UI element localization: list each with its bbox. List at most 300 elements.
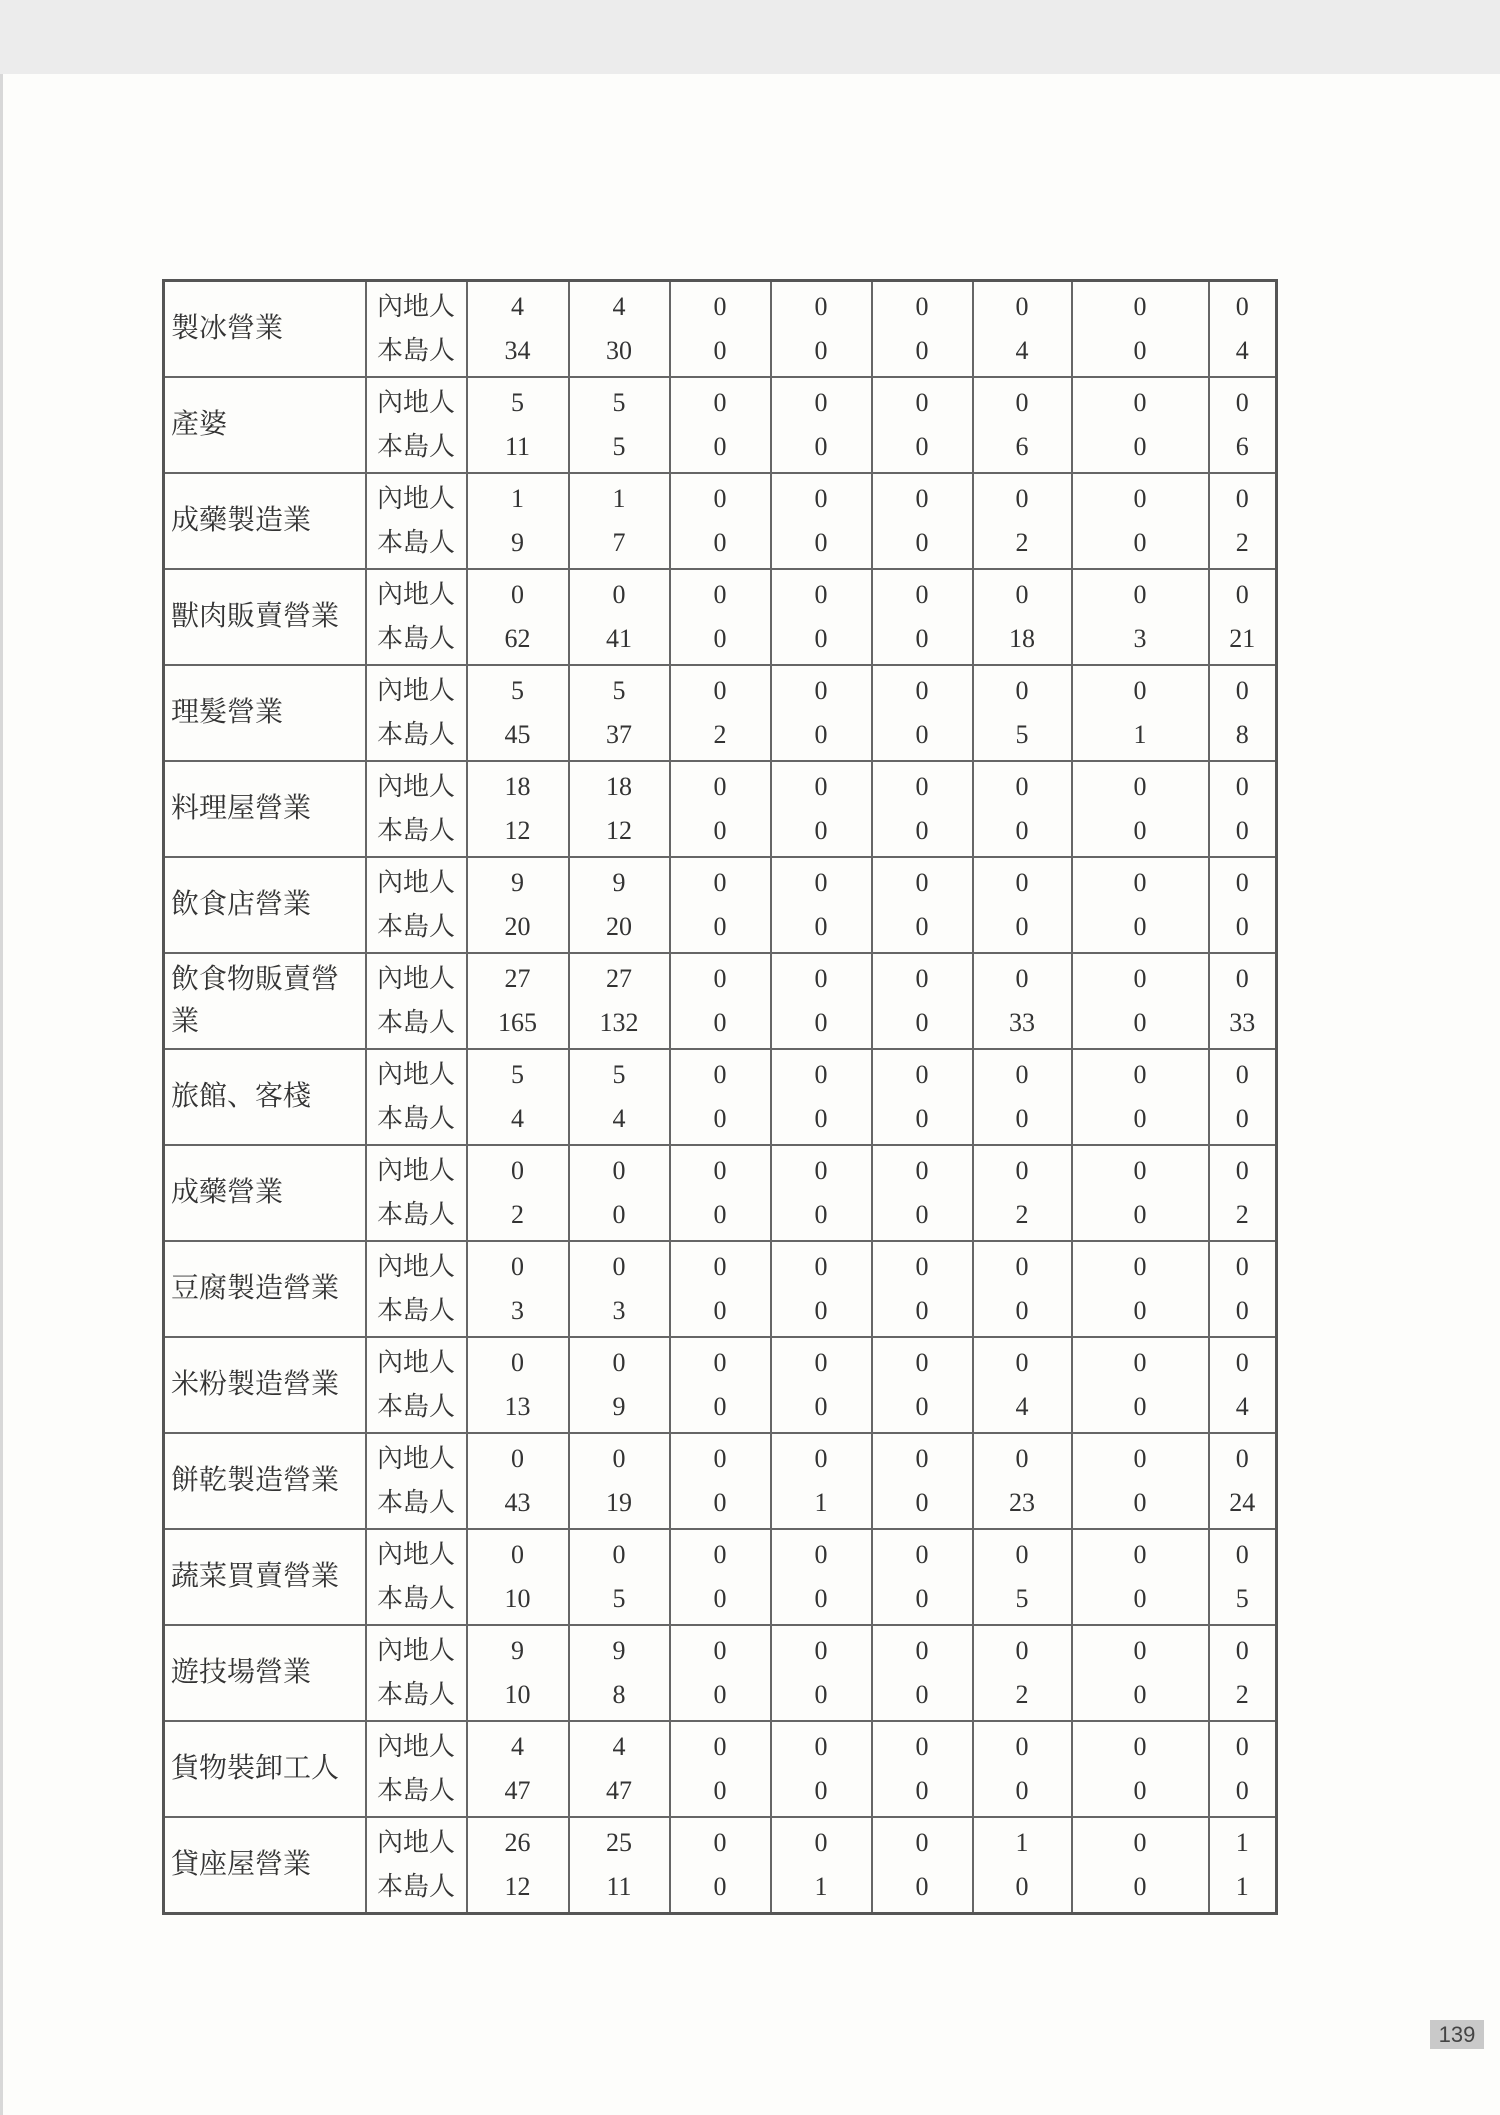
value-cell <box>872 857 973 953</box>
islander-value: 2 <box>1235 528 1249 557</box>
islander-value: 0 <box>814 1584 828 1613</box>
islander-value: 12 <box>504 816 531 845</box>
mainland-value: 0 <box>1235 1732 1249 1761</box>
value-cell <box>1072 1241 1209 1337</box>
mainland-value: 0 <box>713 1732 727 1761</box>
occupation-name: 理髮營業 <box>164 665 366 761</box>
mainland-value: 0 <box>1015 1348 1029 1377</box>
value-cell <box>872 1625 973 1721</box>
mainland-value: 0 <box>814 388 828 417</box>
mainland-value: 0 <box>713 1636 727 1665</box>
value-cell <box>771 569 872 665</box>
mainland-value: 0 <box>814 964 828 993</box>
table-body <box>164 281 1277 1914</box>
islander-value: 6 <box>1015 432 1029 461</box>
mainland-value: 0 <box>511 1156 524 1185</box>
mainland-value: 4 <box>511 1732 524 1761</box>
value-cell <box>1209 1433 1277 1529</box>
mainland-value: 1 <box>612 484 626 513</box>
mainland-value: 0 <box>713 484 727 513</box>
islander-value: 2 <box>713 720 727 749</box>
occupation-name: 米粉製造營業 <box>164 1337 366 1433</box>
mainland-value: 0 <box>814 868 828 897</box>
islander-label: 本島人 <box>376 1392 455 1421</box>
mainland-value: 0 <box>915 388 929 417</box>
value-cell <box>670 281 771 378</box>
value-cell <box>872 1049 973 1145</box>
value-cell <box>1209 281 1277 378</box>
islander-value: 0 <box>713 528 727 557</box>
mainland-value: 18 <box>606 772 632 801</box>
value-cell <box>467 1049 569 1145</box>
occupation-name: 料理屋營業 <box>164 761 366 857</box>
islander-value: 4 <box>1235 336 1249 365</box>
mainland-value: 0 <box>1133 676 1147 705</box>
islander-value: 0 <box>1133 432 1147 461</box>
islander-label: 本島人 <box>376 528 455 557</box>
population-type-cell <box>366 1817 467 1914</box>
islander-value: 23 <box>1009 1488 1035 1517</box>
value-cell <box>771 1433 872 1529</box>
value-cell <box>771 473 872 569</box>
islander-value: 2 <box>1015 1200 1029 1229</box>
mainland-value: 0 <box>1015 1636 1029 1665</box>
mainland-value: 0 <box>1015 388 1029 417</box>
value-cell <box>1072 1049 1209 1145</box>
value-cell <box>872 473 973 569</box>
islander-value: 0 <box>1133 1584 1147 1613</box>
islander-value: 12 <box>606 816 632 845</box>
value-cell <box>1209 761 1277 857</box>
mainland-value: 0 <box>814 1636 828 1665</box>
mainland-value: 0 <box>612 1348 626 1377</box>
islander-value: 0 <box>915 1872 929 1901</box>
islander-label: 本島人 <box>376 432 455 461</box>
islander-value: 0 <box>814 336 828 365</box>
islander-value: 0 <box>1015 1104 1029 1133</box>
value-cell <box>1209 1337 1277 1433</box>
value-cell <box>872 1145 973 1241</box>
islander-value: 0 <box>1235 1104 1249 1133</box>
mainland-value: 5 <box>612 1060 626 1089</box>
mainland-value: 0 <box>1235 292 1249 321</box>
mainland-value: 9 <box>612 868 626 897</box>
mainland-value: 0 <box>713 580 727 609</box>
islander-value: 1 <box>1133 720 1147 749</box>
mainland-value: 5 <box>511 1060 524 1089</box>
islander-value: 0 <box>814 912 828 941</box>
mainland-value: 0 <box>1015 772 1029 801</box>
mainland-value: 0 <box>1015 964 1029 993</box>
value-cell <box>569 1625 670 1721</box>
mainland-value: 0 <box>1235 1636 1249 1665</box>
value-cell <box>872 1817 973 1914</box>
mainland-value: 0 <box>713 1540 727 1569</box>
islander-value: 0 <box>1235 1296 1249 1325</box>
mainland-value: 0 <box>814 484 828 513</box>
islander-value: 0 <box>814 1392 828 1421</box>
islander-value: 0 <box>1133 1008 1147 1037</box>
value-cell <box>467 569 569 665</box>
islander-value: 0 <box>713 336 727 365</box>
value-cell <box>973 1241 1072 1337</box>
value-cell <box>670 761 771 857</box>
occupation-name: 餅乾製造營業 <box>164 1433 366 1529</box>
value-cell <box>973 665 1072 761</box>
value-cell <box>670 377 771 473</box>
table-row <box>164 281 1277 378</box>
islander-value: 3 <box>1133 624 1147 653</box>
value-cell <box>973 1529 1072 1625</box>
value-cell <box>872 1529 973 1625</box>
value-cell <box>670 1337 771 1433</box>
islander-label: 本島人 <box>376 336 455 365</box>
mainland-value: 0 <box>1235 964 1249 993</box>
islander-value: 0 <box>713 1488 727 1517</box>
mainland-label: 內地人 <box>376 292 455 321</box>
mainland-value: 0 <box>1015 676 1029 705</box>
islander-value: 0 <box>713 1104 727 1133</box>
mainland-value: 0 <box>814 1156 828 1185</box>
islander-value: 10 <box>504 1680 531 1709</box>
mainland-value: 0 <box>713 1444 727 1473</box>
mainland-value: 0 <box>1133 1828 1147 1857</box>
occupation-name: 旅館、客棧 <box>164 1049 366 1145</box>
islander-value: 4 <box>1235 1392 1249 1421</box>
population-type-cell <box>366 1625 467 1721</box>
mainland-value: 0 <box>1015 1060 1029 1089</box>
islander-value: 20 <box>504 912 531 941</box>
occupation-name: 蔬菜買賣營業 <box>164 1529 366 1625</box>
islander-value: 0 <box>915 1104 929 1133</box>
mainland-value: 0 <box>915 1636 929 1665</box>
population-type-cell <box>366 1721 467 1817</box>
islander-label: 本島人 <box>376 1104 455 1133</box>
mainland-value: 5 <box>511 388 524 417</box>
islander-value: 0 <box>814 432 828 461</box>
islander-value: 0 <box>915 624 929 653</box>
islander-value: 5 <box>1015 720 1029 749</box>
mainland-value: 0 <box>1015 1156 1029 1185</box>
mainland-value: 0 <box>1133 1156 1147 1185</box>
population-type-cell <box>366 1145 467 1241</box>
islander-label: 本島人 <box>376 1584 455 1613</box>
value-cell <box>973 1337 1072 1433</box>
value-cell <box>569 665 670 761</box>
value-cell <box>467 665 569 761</box>
mainland-label: 內地人 <box>376 388 455 417</box>
islander-value: 0 <box>1133 1200 1147 1229</box>
value-cell <box>670 953 771 1049</box>
mainland-value: 0 <box>713 1156 727 1185</box>
value-cell <box>1209 665 1277 761</box>
islander-value: 0 <box>915 1296 929 1325</box>
value-cell <box>771 761 872 857</box>
mainland-value: 0 <box>915 1540 929 1569</box>
islander-value: 0 <box>814 1008 828 1037</box>
mainland-label: 內地人 <box>376 580 455 609</box>
occupation-name: 獸肉販賣營業 <box>164 569 366 665</box>
islander-value: 0 <box>1133 1872 1147 1901</box>
islander-value: 12 <box>504 1872 531 1901</box>
population-type-cell <box>366 953 467 1049</box>
mainland-label: 內地人 <box>376 1828 455 1857</box>
islander-label: 本島人 <box>376 720 455 749</box>
islander-label: 本島人 <box>376 1776 455 1805</box>
value-cell <box>467 1145 569 1241</box>
mainland-value: 0 <box>713 1828 727 1857</box>
mainland-label: 內地人 <box>376 868 455 897</box>
mainland-value: 0 <box>1015 1252 1029 1281</box>
value-cell <box>771 1721 872 1817</box>
mainland-value: 0 <box>511 1348 524 1377</box>
mainland-value: 0 <box>814 1444 828 1473</box>
value-cell <box>1209 1625 1277 1721</box>
value-cell <box>973 1433 1072 1529</box>
islander-label: 本島人 <box>376 1296 455 1325</box>
mainland-label: 內地人 <box>376 484 455 513</box>
table-row <box>164 377 1277 473</box>
table-row <box>164 665 1277 761</box>
value-cell <box>569 1241 670 1337</box>
value-cell <box>1072 1337 1209 1433</box>
value-cell <box>771 1049 872 1145</box>
islander-value: 8 <box>612 1680 626 1709</box>
value-cell <box>569 857 670 953</box>
value-cell <box>771 1241 872 1337</box>
occupation-name: 豆腐製造營業 <box>164 1241 366 1337</box>
value-cell <box>467 281 569 378</box>
islander-value: 0 <box>1133 912 1147 941</box>
mainland-label: 內地人 <box>376 1636 455 1665</box>
occupation-name: 飲食物販賣營業 <box>164 953 366 1049</box>
islander-value: 0 <box>713 1776 727 1805</box>
mainland-value: 0 <box>713 964 727 993</box>
mainland-value: 0 <box>1235 1444 1249 1473</box>
value-cell <box>771 1337 872 1433</box>
islander-value: 11 <box>606 1872 632 1901</box>
mainland-value: 0 <box>1133 964 1147 993</box>
mainland-value: 0 <box>511 580 524 609</box>
mainland-value: 0 <box>1133 388 1147 417</box>
mainland-value: 0 <box>713 772 727 801</box>
mainland-value: 0 <box>1015 580 1029 609</box>
islander-value: 2 <box>1235 1200 1249 1229</box>
value-cell <box>569 1145 670 1241</box>
mainland-value: 26 <box>504 1828 531 1857</box>
mainland-value: 9 <box>511 868 524 897</box>
islander-value: 0 <box>1235 912 1249 941</box>
islander-value: 0 <box>814 1776 828 1805</box>
islander-value: 0 <box>915 1200 929 1229</box>
mainland-value: 25 <box>606 1828 632 1857</box>
islander-value: 2 <box>1015 528 1029 557</box>
islander-value: 0 <box>814 1296 828 1325</box>
occupation-name: 貸座屋營業 <box>164 1817 366 1914</box>
value-cell <box>569 1433 670 1529</box>
scan-top-band <box>0 0 1500 74</box>
value-cell <box>467 953 569 1049</box>
islander-value: 0 <box>915 528 929 557</box>
mainland-value: 0 <box>814 1060 828 1089</box>
islander-label: 本島人 <box>376 1488 455 1517</box>
mainland-value: 0 <box>713 1060 727 1089</box>
value-cell <box>973 1145 1072 1241</box>
mainland-value: 0 <box>1235 772 1249 801</box>
mainland-value: 0 <box>1235 1156 1249 1185</box>
value-cell <box>1072 473 1209 569</box>
value-cell <box>569 281 670 378</box>
population-type-cell <box>366 761 467 857</box>
value-cell <box>1072 953 1209 1049</box>
islander-value: 41 <box>606 624 632 653</box>
islander-value: 0 <box>1133 1680 1147 1709</box>
islander-value: 5 <box>612 432 626 461</box>
mainland-label: 內地人 <box>376 1732 455 1761</box>
mainland-value: 0 <box>814 1252 828 1281</box>
mainland-value: 0 <box>915 1252 929 1281</box>
value-cell <box>569 1049 670 1145</box>
value-cell <box>1072 1145 1209 1241</box>
mainland-value: 0 <box>1235 868 1249 897</box>
islander-value: 4 <box>511 1104 524 1133</box>
islander-value: 8 <box>1235 720 1249 749</box>
population-type-cell <box>366 281 467 378</box>
value-cell <box>1209 1721 1277 1817</box>
islander-value: 0 <box>915 1584 929 1613</box>
value-cell <box>872 281 973 378</box>
table-row <box>164 1049 1277 1145</box>
islander-value: 4 <box>1015 1392 1029 1421</box>
value-cell <box>1209 1817 1277 1914</box>
value-cell <box>771 1145 872 1241</box>
mainland-value: 0 <box>1133 1348 1147 1377</box>
mainland-value: 0 <box>612 1156 626 1185</box>
mainland-label: 內地人 <box>376 1444 455 1473</box>
mainland-value: 1 <box>511 484 524 513</box>
islander-value: 1 <box>814 1488 828 1517</box>
mainland-value: 0 <box>915 964 929 993</box>
value-cell <box>670 857 771 953</box>
value-cell <box>1072 665 1209 761</box>
mainland-value: 0 <box>612 1252 626 1281</box>
value-cell <box>467 377 569 473</box>
islander-value: 0 <box>814 720 828 749</box>
page-edge <box>0 74 3 2115</box>
value-cell <box>1209 1049 1277 1145</box>
islander-value: 33 <box>1009 1008 1035 1037</box>
islander-value: 0 <box>1015 1776 1029 1805</box>
mainland-value: 0 <box>1235 484 1249 513</box>
islander-value: 0 <box>1133 1296 1147 1325</box>
mainland-value: 9 <box>511 1636 524 1665</box>
islander-value: 3 <box>612 1296 626 1325</box>
value-cell <box>973 953 1072 1049</box>
mainland-value: 27 <box>606 964 632 993</box>
islander-value: 3 <box>511 1296 524 1325</box>
mainland-value: 27 <box>504 964 531 993</box>
table-row <box>164 857 1277 953</box>
mainland-value: 0 <box>713 292 727 321</box>
mainland-value: 0 <box>1133 772 1147 801</box>
occupation-name: 貨物裝卸工人 <box>164 1721 366 1817</box>
islander-value: 0 <box>1015 1296 1029 1325</box>
mainland-label: 內地人 <box>376 676 455 705</box>
islander-value: 24 <box>1229 1488 1256 1517</box>
value-cell <box>1209 953 1277 1049</box>
islander-value: 5 <box>1015 1584 1029 1613</box>
value-cell <box>1209 1529 1277 1625</box>
islander-value: 0 <box>1133 1488 1147 1517</box>
islander-value: 0 <box>713 816 727 845</box>
value-cell <box>1072 1817 1209 1914</box>
value-cell <box>1072 281 1209 378</box>
islander-value: 0 <box>915 432 929 461</box>
mainland-value: 0 <box>1133 1732 1147 1761</box>
islander-value: 0 <box>814 1200 828 1229</box>
table-row <box>164 1433 1277 1529</box>
value-cell <box>467 1625 569 1721</box>
value-cell <box>973 1625 1072 1721</box>
mainland-value: 0 <box>814 772 828 801</box>
islander-value: 47 <box>606 1776 632 1805</box>
value-cell <box>670 1241 771 1337</box>
value-cell <box>467 473 569 569</box>
value-cell <box>670 569 771 665</box>
statistics-table <box>162 279 1278 1915</box>
mainland-value: 0 <box>1015 292 1029 321</box>
mainland-value: 0 <box>915 580 929 609</box>
islander-value: 0 <box>713 624 727 653</box>
mainland-value: 0 <box>814 1732 828 1761</box>
mainland-value: 0 <box>713 1348 727 1377</box>
islander-value: 20 <box>606 912 632 941</box>
value-cell <box>569 473 670 569</box>
value-cell <box>670 665 771 761</box>
mainland-label: 內地人 <box>376 1156 455 1185</box>
occupation-name: 製冰營業 <box>164 281 366 378</box>
value-cell <box>872 1337 973 1433</box>
islander-value: 165 <box>498 1008 537 1037</box>
islander-value: 0 <box>713 1584 727 1613</box>
islander-value: 0 <box>1133 336 1147 365</box>
value-cell <box>569 377 670 473</box>
table-row <box>164 953 1277 1049</box>
mainland-value: 0 <box>814 1828 828 1857</box>
table-row <box>164 1337 1277 1433</box>
islander-value: 0 <box>1235 816 1249 845</box>
islander-value: 0 <box>1133 1392 1147 1421</box>
islander-value: 0 <box>814 816 828 845</box>
value-cell <box>1072 377 1209 473</box>
value-cell <box>1072 1529 1209 1625</box>
islander-value: 2 <box>1235 1680 1249 1709</box>
value-cell <box>1072 569 1209 665</box>
value-cell <box>1209 473 1277 569</box>
mainland-value: 0 <box>1235 1060 1249 1089</box>
islander-value: 2 <box>511 1200 524 1229</box>
mainland-value: 1 <box>1235 1828 1249 1857</box>
value-cell <box>771 953 872 1049</box>
population-type-cell <box>366 1337 467 1433</box>
mainland-value: 0 <box>713 388 727 417</box>
value-cell <box>973 857 1072 953</box>
value-cell <box>872 761 973 857</box>
value-cell <box>569 1529 670 1625</box>
value-cell <box>771 1625 872 1721</box>
islander-value: 13 <box>504 1392 531 1421</box>
value-cell <box>1072 857 1209 953</box>
